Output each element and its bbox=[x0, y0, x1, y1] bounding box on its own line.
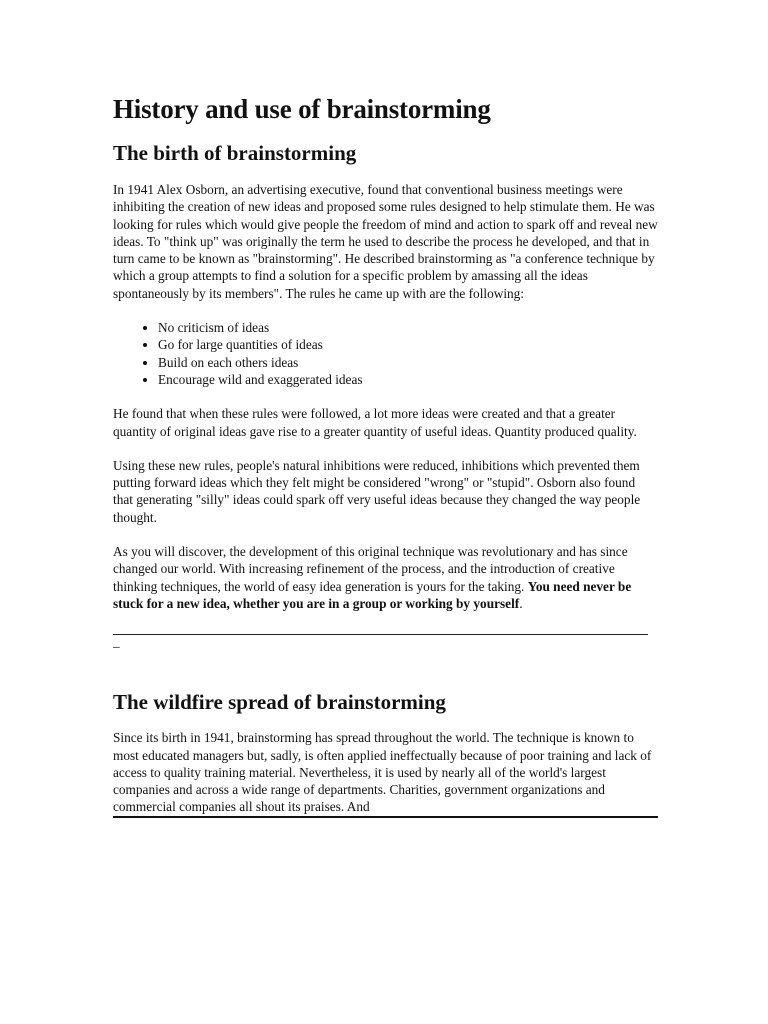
page-title: History and use of brainstorming bbox=[113, 94, 491, 124]
list-item: • Build on each others ideas bbox=[158, 354, 658, 371]
paragraph-inhibitions: Using these new rules, people's natural inhibitions were reduced, inhibitions which prevented them putting forward ideas which they felt might be considered "wrong" or "stupid". Osborn also found that generating "silly" ideas could spark off very useful ideas because they changed the way people thought. bbox=[113, 457, 641, 525]
paragraph-intro: In 1941 Alex Osborn, an advertising executive, found that conventional business meetings were inhibiting the creation of new ideas and proposed some rules designed to help stimulate them. He was looking for rules which would give people the freedom of mind and action to spark off and reveal new ideas. To "think up" was originally the term he used to describe the process he developed, and that in turn came to be known as "brainstorming". He described brainstorming as "a conference technique by which a group attempts to find a solution for a specific problem by amassing all the ideas spontaneously by its members". The rules he came up with are the following: bbox=[113, 182, 658, 301]
paragraph-revolution-text: As you will discover, the development of this original technique was revolutionary and has since changed our world. With increasing refinement of the process, and the introduction of creative thinking techniques, the world of easy idea generation is yours for the taking. bbox=[113, 544, 628, 594]
list-item: • Go for large quantities of ideas bbox=[158, 336, 658, 353]
document-page bbox=[113, 92, 658, 818]
rules-list bbox=[113, 319, 658, 388]
paragraph-revolution-end: . bbox=[519, 595, 523, 611]
list-item: • No criticism of ideas bbox=[158, 319, 658, 336]
list-item: • Encourage wild and exaggerated ideas bbox=[158, 371, 658, 388]
paragraph-revolution bbox=[113, 543, 658, 612]
paragraph-spread: Since its birth in 1941, brainstorming has spread throughout the world. The technique is known to most educated managers but, sadly, is often applied ineffectually because of poor training and lack of access to quality training material. Nevertheless, it is used by nearly all of the world's largest companies and across a wide range of departments. Charities, government organizations and commercial companies all shout its praises. And bbox=[113, 729, 658, 817]
rule-tail: _ bbox=[113, 634, 120, 650]
section-heading-birth: The birth of brainstorming bbox=[113, 141, 357, 165]
section-heading-wildfire: The wildfire spread of brainstorming bbox=[113, 690, 446, 715]
bold-statement: You need never be stuck for a new idea, whether you are in a group or working by yourself bbox=[113, 578, 632, 611]
paragraph-quantity: He found that when these rules were followed, a lot more ideas were created and that a greater quantity of original ideas gave rise to a greater quantity of useful ideas. Quantity produced quality. bbox=[113, 406, 637, 439]
